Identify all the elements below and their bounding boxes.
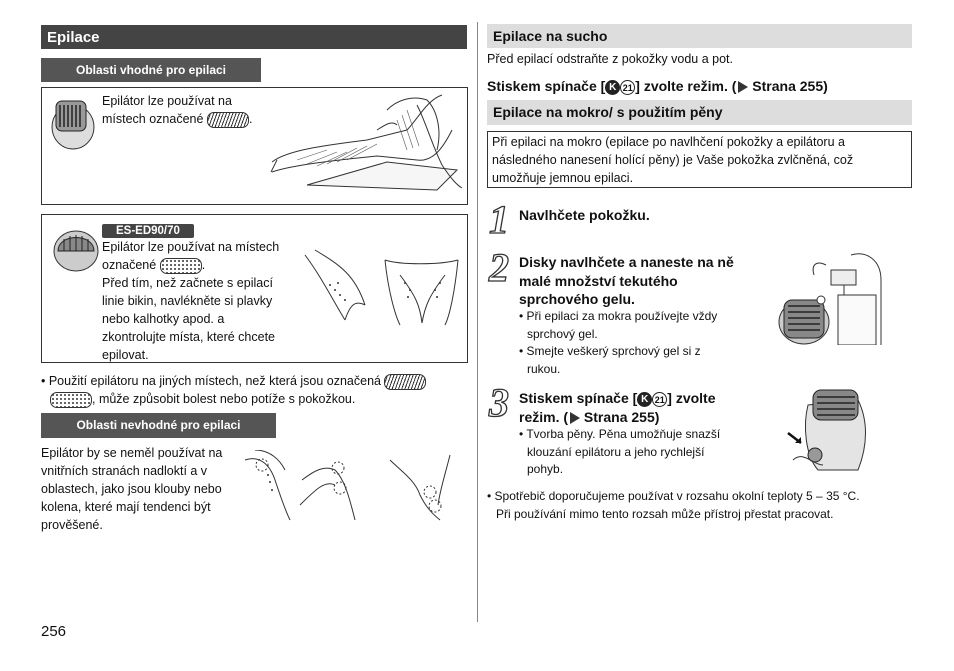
temperature-note-line1: • Spotřebič doporučujeme používat v rozsahu okolní teploty 5 – 35 °C. (487, 489, 860, 503)
box1-text-end: . (248, 112, 253, 126)
step-3-text-c: režim. ( (519, 408, 569, 425)
epilator-cap-icon (50, 223, 102, 275)
wet-box-line2: následného nanesení holící pěny) je Vaše pokožka zvlčněná, což (492, 153, 854, 167)
arrow-right-icon (570, 412, 580, 424)
step-2-bullet1-line1: • Při epilaci za mokra používejte vždy (519, 309, 718, 323)
step-2-line1: Disky navlhčete a naneste na ně (519, 254, 734, 270)
circled-number-icon: 21 (620, 80, 635, 95)
step-3-bullet-line3: pohyb. (527, 462, 564, 476)
box1-text-line1: Epilátor lze používat na (102, 94, 232, 108)
step-3-bullet-line1: • Tvorba pěny. Pěna umožňuje snazší (519, 427, 721, 441)
model-specific-box (41, 214, 468, 363)
step-1-text: Navlhčete pokožku. (519, 207, 650, 223)
unsuitable-line5: prověšené. (41, 518, 103, 532)
underarm-bikini-illustration (300, 245, 465, 327)
box2-line5: nebo kalhotky apod. a (102, 312, 225, 326)
dots-mark-icon (50, 392, 92, 408)
dry-step-instruction (487, 78, 828, 95)
gel-application-illustration (776, 250, 886, 345)
unsuitable-areas-illustration (240, 450, 465, 522)
box2-line3: Před tím, než začnete s epilací (102, 276, 273, 290)
wet-epilation-info-box (487, 131, 912, 188)
dots-mark-icon (160, 258, 202, 274)
box2-line2: označené (102, 258, 157, 272)
box1-text-line2: místech označené (102, 112, 204, 126)
box2-line4: linie bikin, navlékněte si plavky (102, 294, 273, 308)
dry-epilation-text: Před epilací odstraňte z pokožky vodu a pot. (487, 52, 733, 66)
epilator-head-icon (48, 93, 98, 151)
box2-line1: Epilátor lze používat na místech (102, 240, 280, 254)
unsuitable-line4: kolena, které mají tendenci být (41, 500, 211, 514)
step-3-text-b: ] zvolte (667, 390, 716, 406)
box2-line2-end: . (201, 258, 206, 272)
hatch-mark-icon (207, 112, 249, 128)
unsuitable-line3: oblastech, jako jsou klouby nebo (41, 482, 222, 496)
dry-step-text-c: Strana 255) (748, 78, 828, 94)
dry-step-text-b: ] zvolte režim. ( (635, 78, 737, 94)
wet-box-line1: Při epilaci na mokro (epilace po navlhčení pokožky a epilátoru a (492, 135, 845, 149)
column-divider (477, 22, 478, 622)
step-2-line3: sprchového gelu. (519, 291, 635, 307)
legs-illustration (267, 90, 467, 202)
note-line1: • Použití epilátoru na jiných místech, než která jsou označená (41, 374, 381, 388)
box2-line6: zkontrolujte místa, které chcete (102, 330, 275, 344)
step-3-bullet-line2: klouzání epilátoru a jeho rychlejší (527, 444, 705, 459)
box2-line7: epilovat. (102, 348, 149, 362)
suitable-areas-header: Oblasti vhodné pro epilaci (41, 58, 261, 82)
step-2-bullet1-line2: sprchový gel. (527, 326, 598, 341)
temperature-note-line2: Při používání mimo tento rozsah může přístroj přestat pracovat. (496, 507, 834, 521)
unsuitable-line2: vnitřních stranách nadloktí a v (41, 464, 208, 478)
model-badge: ES-ED90/70 (102, 224, 194, 238)
unsuitable-line1: Epilátor by se neměl používat na (41, 446, 223, 460)
dry-step-text-a: Stiskem spínače [ (487, 78, 606, 94)
wet-epilation-header: Epilace na mokro/ s použitím pěny (487, 100, 912, 125)
arrow-right-icon (738, 81, 748, 93)
dry-epilation-header: Epilace na sucho (487, 24, 912, 48)
step-2-bullet2-line1: • Smejte veškerý sprchový gel si z (519, 344, 701, 358)
step-3-text-d: Strana 255) (580, 408, 660, 425)
step-2-bullet2-line2: rukou. (527, 361, 561, 376)
step-3-text-a: Stiskem spínače [ (519, 390, 638, 406)
circled-number-icon: 21 (652, 392, 667, 407)
unsuitable-areas-header: Oblasti nevhodné pro epilaci (41, 413, 276, 438)
wet-box-line3: umožňuje jemnou epilaci. (492, 171, 634, 185)
note-line2: , může způsobit bolest nebo potíže s pokožkou. (92, 392, 356, 406)
step-2-line2: malé množství tekutého (519, 272, 678, 289)
k-key-icon: K (605, 80, 620, 95)
page-number: 256 (41, 623, 67, 640)
hatch-mark-icon (384, 374, 426, 390)
step-1-number: 1 (489, 197, 509, 242)
section-title: Epilace (41, 25, 467, 49)
epilator-switch-illustration (783, 385, 873, 473)
k-key-icon: K (637, 392, 652, 407)
suitable-areas-box (41, 87, 468, 205)
step-3-number: 3 (489, 380, 509, 425)
step-2-number: 2 (489, 245, 509, 290)
